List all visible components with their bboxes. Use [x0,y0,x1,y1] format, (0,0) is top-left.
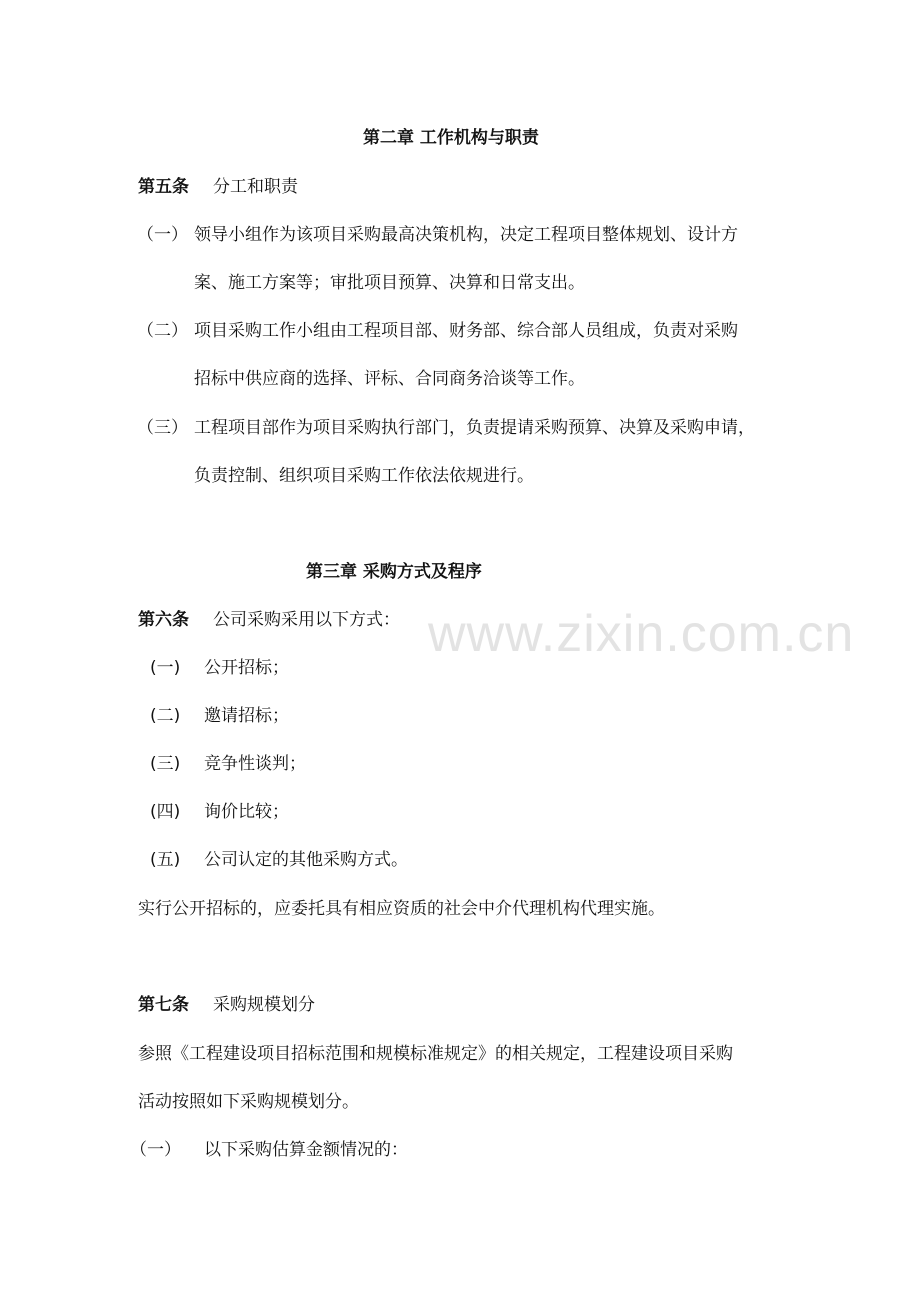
article-5-item-3-line-1: 工程项目部作为项目采购执行部门，负责提请采购预算、决算及采购申请， [194,418,755,438]
method-5-text: 公司认定的其他采购方式。 [204,850,408,870]
article-7-item-1-number: （一） [130,1140,181,1160]
article-5-label: 第五条 [138,177,189,197]
method-2-number: (二) [150,706,181,726]
method-4-number: (四) [150,802,181,822]
article-6-note: 实行公开招标的，应委托具有相应资质的社会中介代理机构代理实施。 [138,899,665,919]
article-5-item-3-line-2: 负责控制、组织项目采购工作依法依规进行。 [194,466,534,486]
method-2-text: 邀请招标； [204,706,289,726]
article-5-item-1-number: （一） [137,225,188,245]
article-7-label: 第七条 [138,995,189,1015]
article-7-item-1-text: 以下采购估算金额情况的： [204,1140,408,1160]
chapter-2-title: 第二章 工作机构与职责 [363,128,539,148]
article-5-item-2-number: （二） [137,321,188,341]
article-7-paragraph-line-2: 活动按照如下采购规模划分。 [138,1092,359,1112]
article-5-title: 分工和职责 [213,177,298,197]
article-7-title: 采购规模划分 [213,995,315,1015]
watermark: www.zixin.com.cn [428,605,855,663]
method-1-text: 公开招标； [204,658,289,678]
article-5-item-1-line-1: 领导小组作为该项目采购最高决策机构，决定工程项目整体规划、设计方 [194,225,738,245]
article-6-title: 公司采购采用以下方式： [213,610,400,630]
article-5-item-2-line-1: 项目采购工作小组由工程项目部、财务部、综合部人员组成，负责对采购 [194,321,738,341]
method-3-number: (三) [150,754,181,774]
article-7-paragraph-line-1: 参照《工程建设项目招标范围和规模标准规定》的相关规定，工程建设项目采购 [138,1044,733,1064]
article-5-item-1-line-2: 案、施工方案等；审批项目预算、决算和日常支出。 [194,273,585,293]
article-5-item-2-line-2: 招标中供应商的选择、评标、合同商务洽谈等工作。 [194,369,585,389]
article-5-item-3-number: （三） [137,418,188,438]
method-3-text: 竞争性谈判； [204,754,306,774]
method-1-number: (一) [150,658,181,678]
method-4-text: 询价比较； [204,802,289,822]
chapter-3-title: 第三章 采购方式及程序 [306,562,482,582]
method-5-number: (五) [150,850,181,870]
article-6-label: 第六条 [138,610,189,630]
